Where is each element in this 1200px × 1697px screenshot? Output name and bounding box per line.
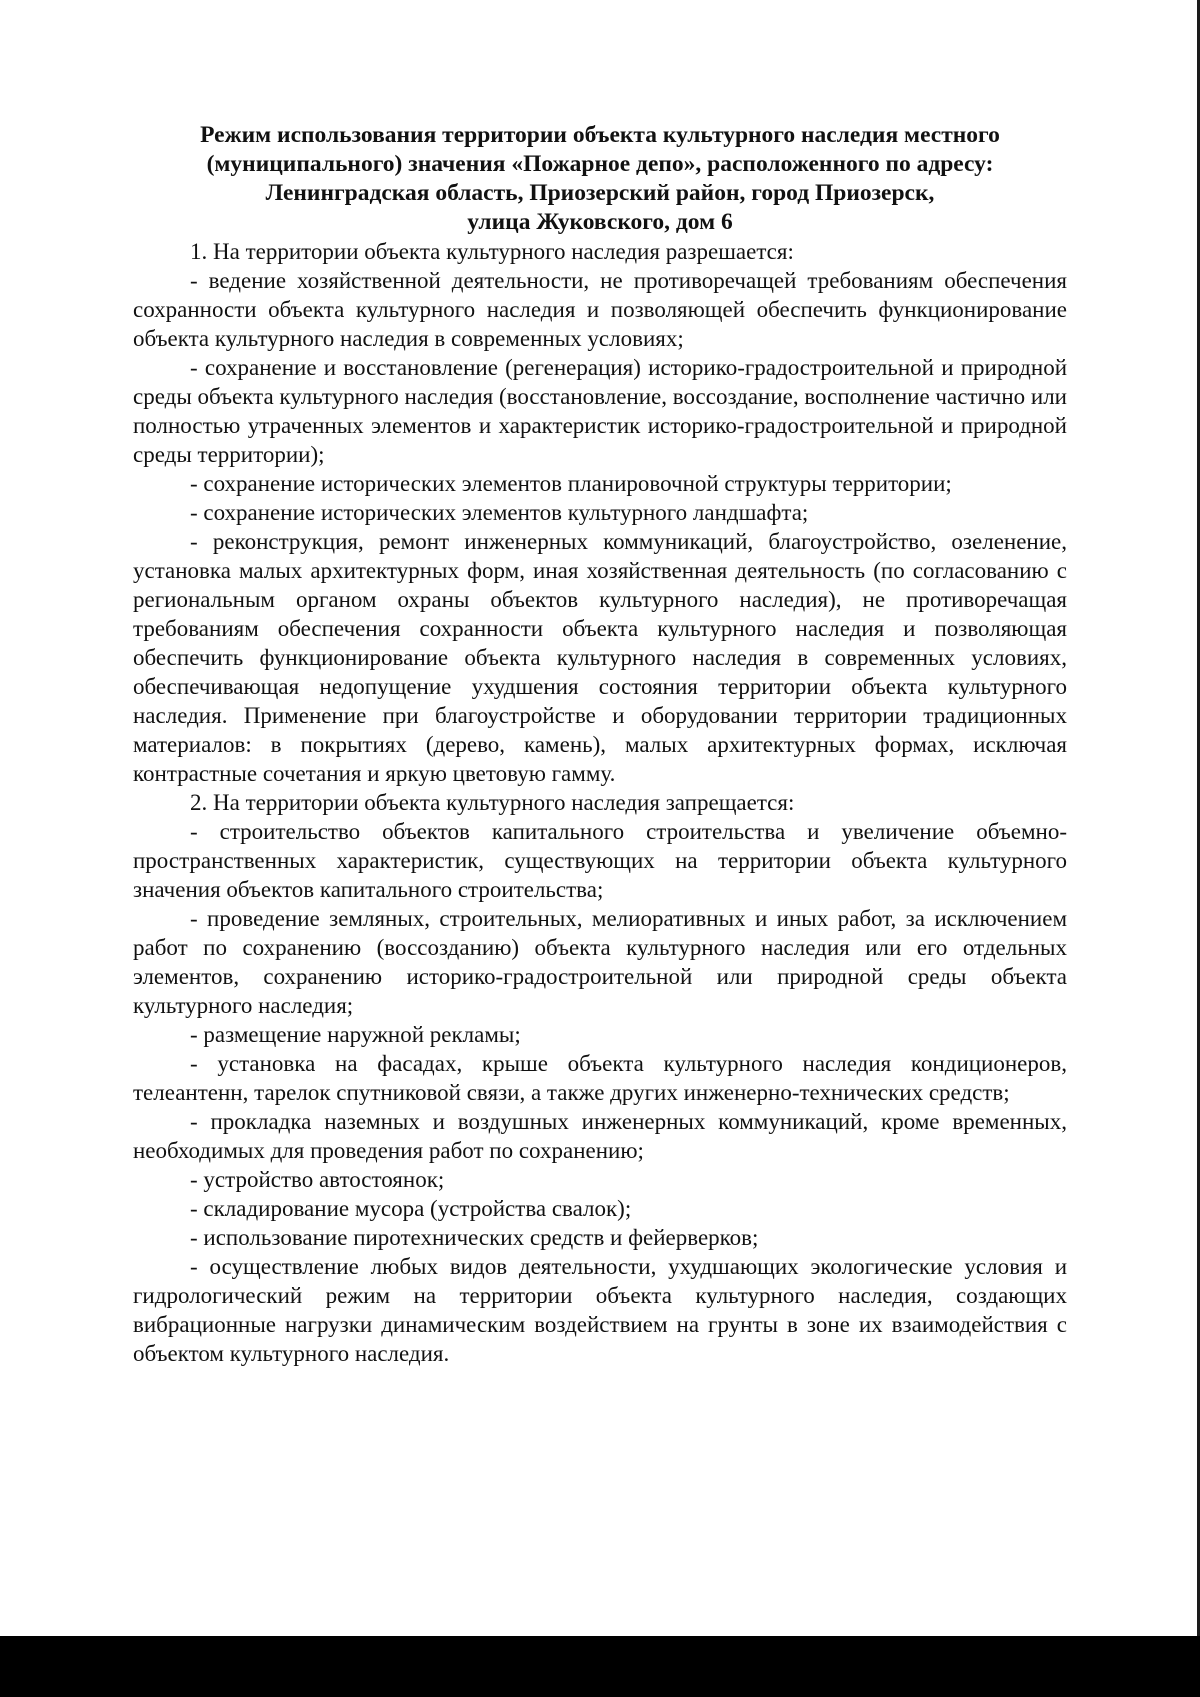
section-heading-permitted: 1. На территории объекта культурного наследия разрешается: [190, 239, 794, 264]
list-item: - установка на фасадах, крыше объекта культурного наследия кондиционеров, телеантенн, тарелок спутниковой связи, а также других инженерно-технических средств; [133, 1051, 1067, 1105]
document-title [133, 121, 1067, 237]
list-item: - ведение хозяйственной деятельности, не противоречащей требованиям обеспечения сохранности объекта культурного наследия и позволяющей обеспечить функционирование объекта культурного наследия в современных условиях; [133, 268, 1067, 351]
title-line: Режим использования территории объекта культурного наследия местного [200, 122, 1000, 148]
list-item: - строительство объектов капитального строительства и увеличение объемно-пространственных характеристик, существующих на территории объекта культурного значения объектов капитального строительства; [133, 819, 1067, 902]
list-item: - размещение наружной рекламы; [190, 1022, 521, 1047]
title-line: улица Жуковского, дом 6 [467, 209, 733, 235]
title-line: Ленинградская область, Приозерский район, город Приозерск, [265, 180, 935, 206]
list-item: - осуществление любых видов деятельности, ухудшающих экологические условия и гидрологический режим на территории объекта культурного наследия, создающих вибрационные нагрузки динамическим воздействием на грунты в зоне их взаимодействия с объектом культурного наследия. [133, 1254, 1067, 1366]
list-item: - устройство автостоянок; [190, 1167, 445, 1192]
list-item: - складирование мусора (устройства свалок); [190, 1196, 632, 1221]
document-body [133, 121, 1067, 1368]
list-item: - прокладка наземных и воздушных инженерных коммуникаций, кроме временных, необходимых для проведения работ по сохранению; [133, 1109, 1067, 1163]
section-heading-prohibited: 2. На территории объекта культурного наследия запрещается: [190, 790, 795, 815]
list-item: - использование пиротехнических средств и фейерверков; [190, 1225, 759, 1250]
list-item: - сохранение исторических элементов планировочной структуры территории; [190, 471, 952, 496]
scan-border [0, 1636, 1200, 1697]
list-item: - реконструкция, ремонт инженерных коммуникаций, благоустройство, озеленение, установка малых архитектурных форм, иная хозяйственная деятельность (по согласованию с региональным органом охраны объектов культурного наследия), не противоречащая требованиям обеспечения сохранности объекта культурного наследия и позволяющая обеспечить функционирование объекта культурного наследия в современных условиях, обеспечивающая недопущение ухудшения состояния территории объекта культурного наследия. Применение при благоустройстве и оборудовании территории традиционных материалов: в покрытиях (дерево, камень), малых архитектурных формах, исключая контрастные сочетания и яркую цветовую гамму. [133, 529, 1067, 786]
list-item: - сохранение исторических элементов культурного ландшафта; [190, 500, 809, 525]
title-line: (муниципального) значения «Пожарное депо», расположенного по адресу: [206, 151, 994, 177]
list-item: - проведение земляных, строительных, мелиоративных и иных работ, за исключением работ по сохранению (воссозданию) объекта культурного наследия или его отдельных элементов, сохранению историко-градостроительной или природной среды объекта культурного наследия; [133, 906, 1067, 1018]
list-item: - сохранение и восстановление (регенерация) историко-градостроительной и природной среды объекта культурного наследия (восстановление, воссоздание, восполнение частично или полностью утраченных элементов и характеристик историко-градостроительной и природной среды территории); [133, 355, 1067, 467]
